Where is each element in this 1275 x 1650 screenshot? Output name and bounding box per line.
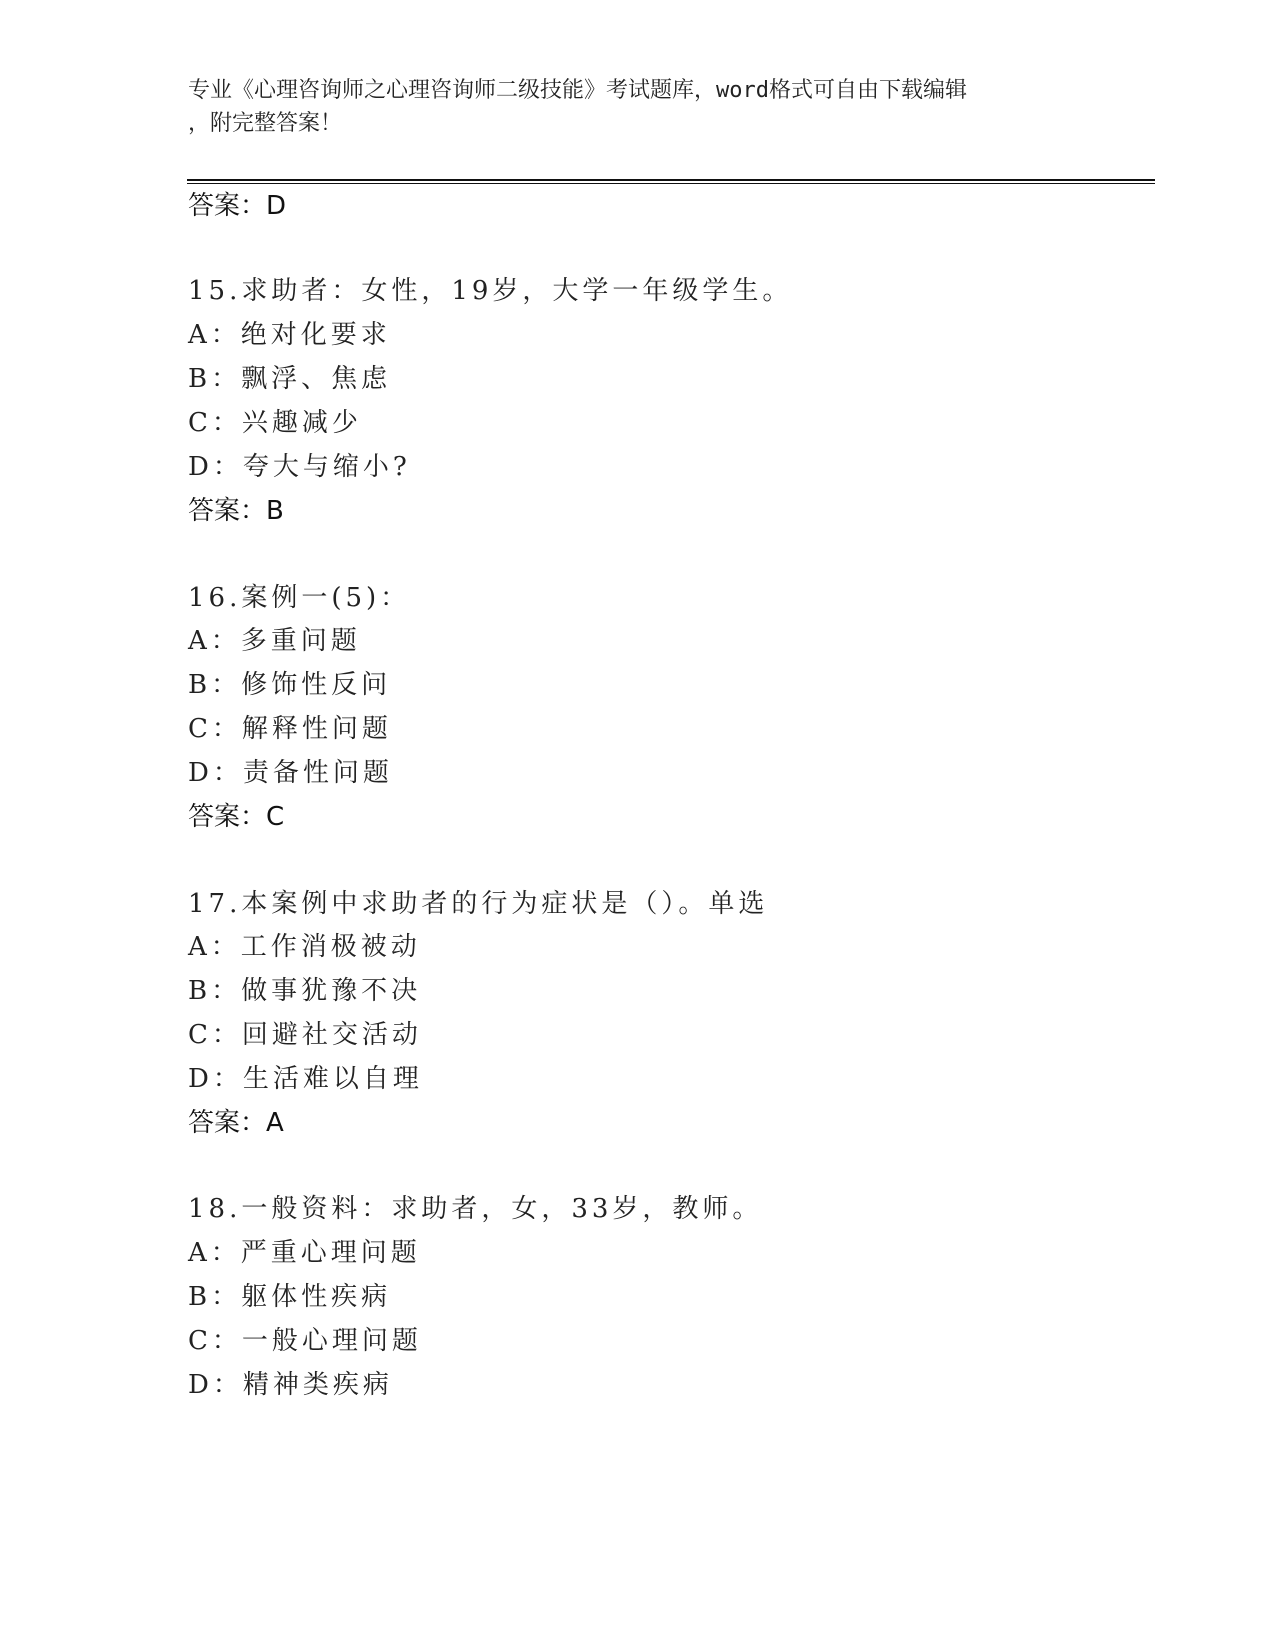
question-17-stem: 17.本案例中求助者的行为症状是（）。单选 [188,889,769,919]
header-line-1: 专业《心理咨询师之心理咨询师二级技能》考试题库，word格式可自由下载编辑 [188,78,967,103]
question-17-option-b: B：做事犹豫不决 [188,976,422,1006]
question-18-option-a: A：严重心理问题 [188,1238,421,1268]
question-17-option-d: D：生活难以自理 [188,1064,423,1094]
question-15-option-a: A：绝对化要求 [188,320,391,350]
question-17-option-c: C：回避社交活动 [188,1020,422,1050]
question-18-option-b: B：躯体性疾病 [188,1282,392,1312]
question-16-option-d: D：责备性问题 [188,758,393,788]
header-line-2: ，附完整答案！ [188,111,343,136]
question-15-option-b: B：飘浮、焦虑 [188,364,392,394]
question-16-option-b: B：修饰性反问 [188,670,392,700]
question-18-option-c: C：一般心理问题 [188,1326,422,1356]
question-15-option-c: C：兴趣减少 [188,408,362,438]
header-rule-thick [187,179,1155,181]
question-16-stem: 16.案例一(5)： [188,583,411,613]
question-17-option-a: A：工作消极被动 [188,932,421,962]
question-15-option-d: D：夸大与缩小? [188,452,411,482]
question-18-stem: 18.一般资料：求助者，女，33岁，教师。 [188,1194,763,1224]
document-header [188,74,1088,140]
answer-previous: 答案：D [188,191,287,221]
question-15-answer: 答案：B [188,496,284,526]
header-rule-thin [187,183,1155,184]
question-16-answer: 答案：C [188,802,285,832]
question-16-option-a: A：多重问题 [188,626,361,656]
question-16-option-c: C：解释性问题 [188,714,392,744]
question-17-answer: 答案：A [188,1108,284,1138]
question-15-stem: 15.求助者：女性，19岁，大学一年级学生。 [188,276,793,306]
question-18-option-d: D：精神类疾病 [188,1370,393,1400]
